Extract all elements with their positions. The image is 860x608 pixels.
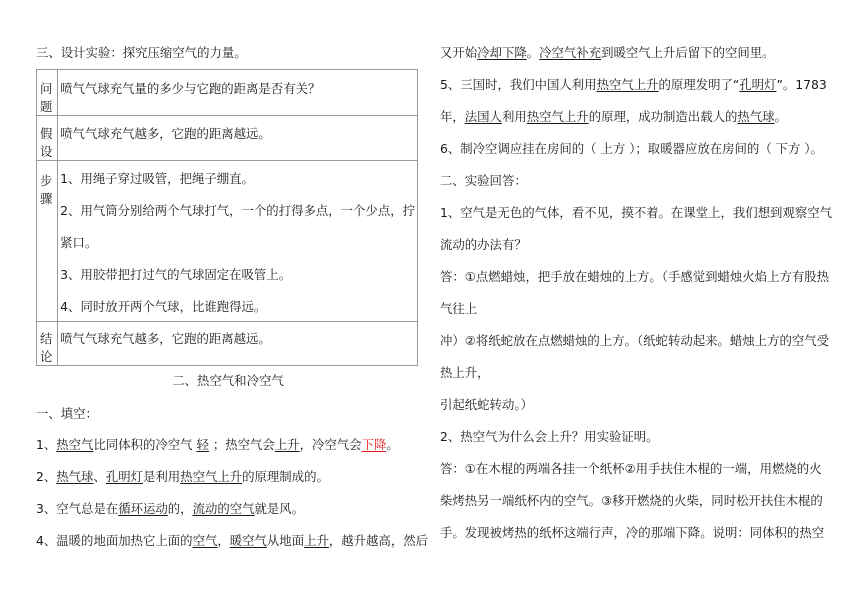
blank-answer: 法国人 xyxy=(464,109,502,124)
fill-q1: 1、热空气比同体积的冷空气 轻 ；热空气会上升，冷空气会下降。 xyxy=(36,437,399,452)
table-row xyxy=(37,161,418,322)
hypothesis-key: 假设 xyxy=(37,116,58,161)
step-item: 2、用气筒分别给两个气球打气，一个的打得多点，一个少点，拧 xyxy=(60,203,415,218)
answer-line: 2、热空气为什么会上升？用实验证明。 xyxy=(440,429,659,444)
steps-key: 步骤 xyxy=(37,161,58,322)
section3-title: 三、设计实验：探究压缩空气的力量。 xyxy=(36,45,247,60)
blank-answer: 空气 xyxy=(192,533,218,548)
blank-answer: 孔明灯 xyxy=(739,77,777,92)
table-row xyxy=(37,116,418,161)
blank-answer: 轻 xyxy=(196,437,209,452)
answer-line: 手。发现被烤热的纸杯这端行声，冷的那端下降。说明：同体积的热空 xyxy=(440,525,825,540)
blank-answer: 热空气上升 xyxy=(526,109,589,124)
blank-answer: 孔明灯 xyxy=(105,469,144,484)
answer-line: 答：①在木棍的两端各挂一个纸杯②用手扶住木棍的一端，用燃烧的火 xyxy=(440,461,822,476)
blank-answer-red: 下降 xyxy=(361,437,387,452)
fill-q4: 4、温暖的地面加热它上面的空气，暖空气从地面上升，越升越高，然后 xyxy=(36,533,428,548)
step-item: 3、用胶带把打过气的气球固定在吸管上。 xyxy=(60,267,292,282)
fill-q2: 2、热气球、孔明灯是利用热空气上升的原理制成的。 xyxy=(36,469,329,484)
answer-line: 1、空气是无色的气体，看不见，摸不着。在课堂上，我们想到观察空气 xyxy=(440,205,832,220)
conclusion-value: 喷气气球充气越多，它跑的距离越远。 xyxy=(58,322,418,366)
experiment-answers-title: 二、实验回答： xyxy=(440,173,527,188)
fill-q6: 6、制冷空调应挂在房间的（ 上方 ）；取暖器应放在房间的（ 下方 ）。 xyxy=(440,141,823,156)
experiment-table xyxy=(36,69,418,366)
fill-q3: 3、空气总是在循环运动的，流动的空气就是风。 xyxy=(36,501,305,516)
blank-answer: 上升 xyxy=(304,533,329,548)
fill-q5-cont: 年，法国人利用热空气上升的原理，成功制造出载人的热气球。 xyxy=(440,109,787,124)
answer-line: 答：①点燃蜡烛，把手放在蜡烛的上方。（手感觉到蜡烛火焰上方有股热 xyxy=(440,269,830,284)
step-item: 紧口。 xyxy=(60,235,98,250)
answer-line: 冲）②将纸蛇放在点燃蜡烛的上方。（纸蛇转动起来。蜡烛上方的空气受 xyxy=(440,333,830,348)
conclusion-key: 结论 xyxy=(37,322,58,366)
answer-line: 热上升， xyxy=(440,365,490,380)
fill-title: 一、填空： xyxy=(36,406,98,421)
blank-answer: 循环运动 xyxy=(118,501,168,516)
answer-line: 气往上 xyxy=(440,301,478,316)
step-item: 1、用绳子穿过吸管，把绳子绷直。 xyxy=(60,171,254,186)
blank-answer: 暖空气 xyxy=(229,533,267,548)
table-row xyxy=(37,70,418,116)
part2-title: 二、热空气和冷空气 xyxy=(172,373,284,388)
blank-answer: 热空气 xyxy=(56,437,94,452)
fill-q4-cont: 又开始冷却下降。冷空气补充到暖空气上升后留下的空间里。 xyxy=(440,45,775,60)
step-item: 4、同时放开两个气球，比谁跑得远。 xyxy=(60,299,267,314)
answer-line: 流动的办法有？ xyxy=(440,237,527,252)
answer-line: 引起纸蛇转动。） xyxy=(440,397,533,412)
blank-answer: 冷空气补充 xyxy=(539,45,602,60)
blank-answer: 上升 xyxy=(274,437,300,452)
question-value: 喷气气球充气量的多少与它跑的距离是否有关？ xyxy=(58,70,418,116)
hypothesis-value: 喷气气球充气越多，它跑的距离越远。 xyxy=(58,116,418,161)
blank-answer: 热气球 xyxy=(56,469,94,484)
fill-q5: 5、三国时，我们中国人利用热空气上升的原理发明了“孔明灯”。1783 xyxy=(440,77,827,92)
table-row xyxy=(37,322,418,366)
answer-line: 柴烤热另一端纸杯内的空气。③移开燃烧的火柴，同时松开扶住木棍的 xyxy=(440,493,823,508)
steps-list xyxy=(60,171,415,315)
blank-answer: 热气球 xyxy=(737,109,775,124)
blank-answer: 流动的空气 xyxy=(192,501,255,516)
blank-answer: 热空气上升 xyxy=(596,77,659,92)
blank-answer: 冷却下降 xyxy=(477,45,527,60)
question-key: 问题 xyxy=(37,70,58,116)
blank-answer: 热空气上升 xyxy=(180,469,243,484)
